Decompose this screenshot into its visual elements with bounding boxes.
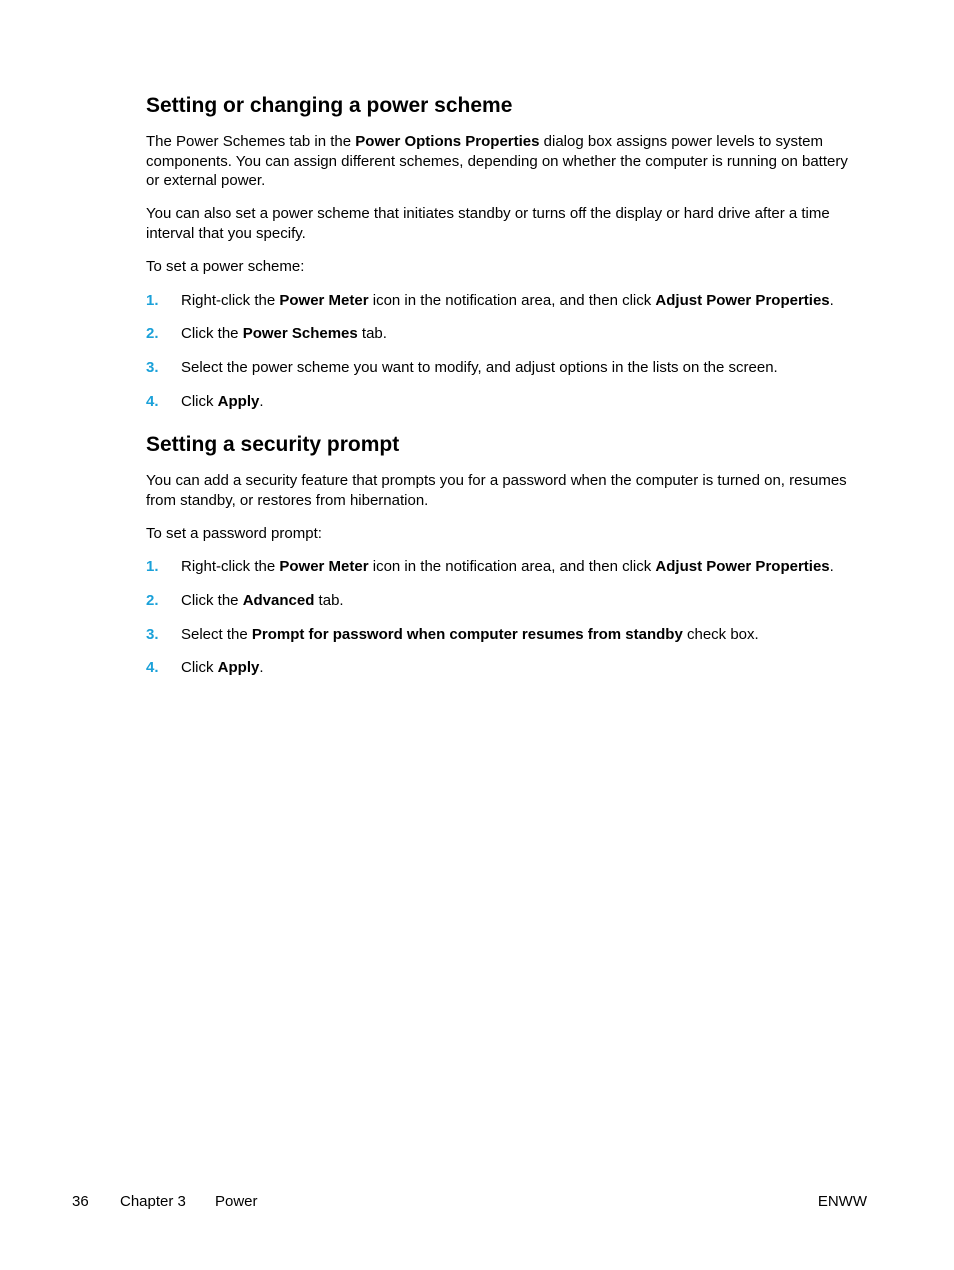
step-bold-term: Power Meter bbox=[279, 558, 369, 575]
intro-bold-term: Power Options Properties bbox=[355, 133, 540, 150]
step-bold-term: Power Meter bbox=[279, 292, 369, 309]
step-bold-term: Apply bbox=[217, 659, 260, 676]
step-text bbox=[181, 392, 264, 412]
step-text-run: . bbox=[259, 393, 264, 410]
step-bold-term: Advanced bbox=[242, 592, 315, 609]
step-text bbox=[181, 591, 344, 611]
footer-chapter: Chapter 3 bbox=[120, 1193, 186, 1210]
intro-text: dialog box assigns power levels to system components. You can assign different schemes, depending on whether the computer is running on battery or external power. bbox=[146, 133, 848, 189]
step-number: 4. bbox=[146, 659, 159, 676]
page-number: 36 bbox=[72, 1193, 89, 1210]
step-text-run: Click the bbox=[181, 325, 243, 342]
footer-chapter-title: Power bbox=[215, 1193, 258, 1210]
step-number: 1. bbox=[146, 292, 159, 309]
step-text-run: . bbox=[829, 558, 834, 575]
step-number: 1. bbox=[146, 558, 159, 575]
security-prompt-intro-paragraph: You can add a security feature that prompts you for a password when the computer is turned on, resumes from standby, or restores from hibernation. bbox=[146, 472, 847, 509]
footer-locale: ENWW bbox=[817, 1193, 867, 1210]
step-number: 4. bbox=[146, 393, 159, 410]
step-bold-term: Power Schemes bbox=[242, 325, 358, 342]
step-bold-term: Adjust Power Properties bbox=[655, 558, 830, 575]
step-text-run: icon in the notification area, and then click bbox=[368, 292, 656, 309]
step-number: 3. bbox=[146, 626, 159, 643]
step-text-run: Select the power scheme you want to modify, and adjust options in the lists on the screen. bbox=[181, 359, 778, 376]
step-text bbox=[181, 658, 264, 678]
step-text-run: . bbox=[259, 659, 264, 676]
step-number: 3. bbox=[146, 359, 159, 376]
power-scheme-lead-in: To set a power scheme: bbox=[146, 258, 305, 275]
step-text-run: check box. bbox=[682, 626, 759, 643]
step-text-run: icon in the notification area, and then click bbox=[368, 558, 656, 575]
step-text-run: Click bbox=[181, 393, 218, 410]
step-text-run: Right-click the bbox=[181, 558, 280, 575]
section-heading-power-scheme: Setting or changing a power scheme bbox=[146, 94, 513, 117]
step-text bbox=[181, 557, 834, 577]
step-number: 2. bbox=[146, 592, 159, 609]
step-bold-term: Apply bbox=[217, 393, 260, 410]
step-text-run: tab. bbox=[314, 592, 344, 609]
step-text-run: Click bbox=[181, 659, 218, 676]
step-bold-term: Adjust Power Properties bbox=[655, 292, 830, 309]
step-text bbox=[181, 625, 759, 645]
power-scheme-intro-paragraph bbox=[146, 132, 858, 191]
step-text-run: tab. bbox=[357, 325, 387, 342]
step-text-run: . bbox=[829, 292, 834, 309]
step-text bbox=[181, 324, 387, 344]
step-text-run: Click the bbox=[181, 592, 243, 609]
step-text bbox=[181, 291, 834, 311]
security-prompt-lead-in: To set a password prompt: bbox=[146, 525, 322, 542]
intro-text: The Power Schemes tab in the bbox=[146, 133, 356, 150]
step-bold-term: Prompt for password when computer resumes from standby bbox=[251, 626, 683, 643]
step-number: 2. bbox=[146, 325, 159, 342]
step-text-run: Right-click the bbox=[181, 292, 280, 309]
step-text bbox=[181, 358, 778, 378]
section-heading-security-prompt: Setting a security prompt bbox=[146, 433, 400, 456]
step-text-run: Select the bbox=[181, 626, 252, 643]
power-scheme-standby-paragraph: You can also set a power scheme that initiates standby or turns off the display or hard drive after a time interval that you specify. bbox=[146, 205, 830, 242]
